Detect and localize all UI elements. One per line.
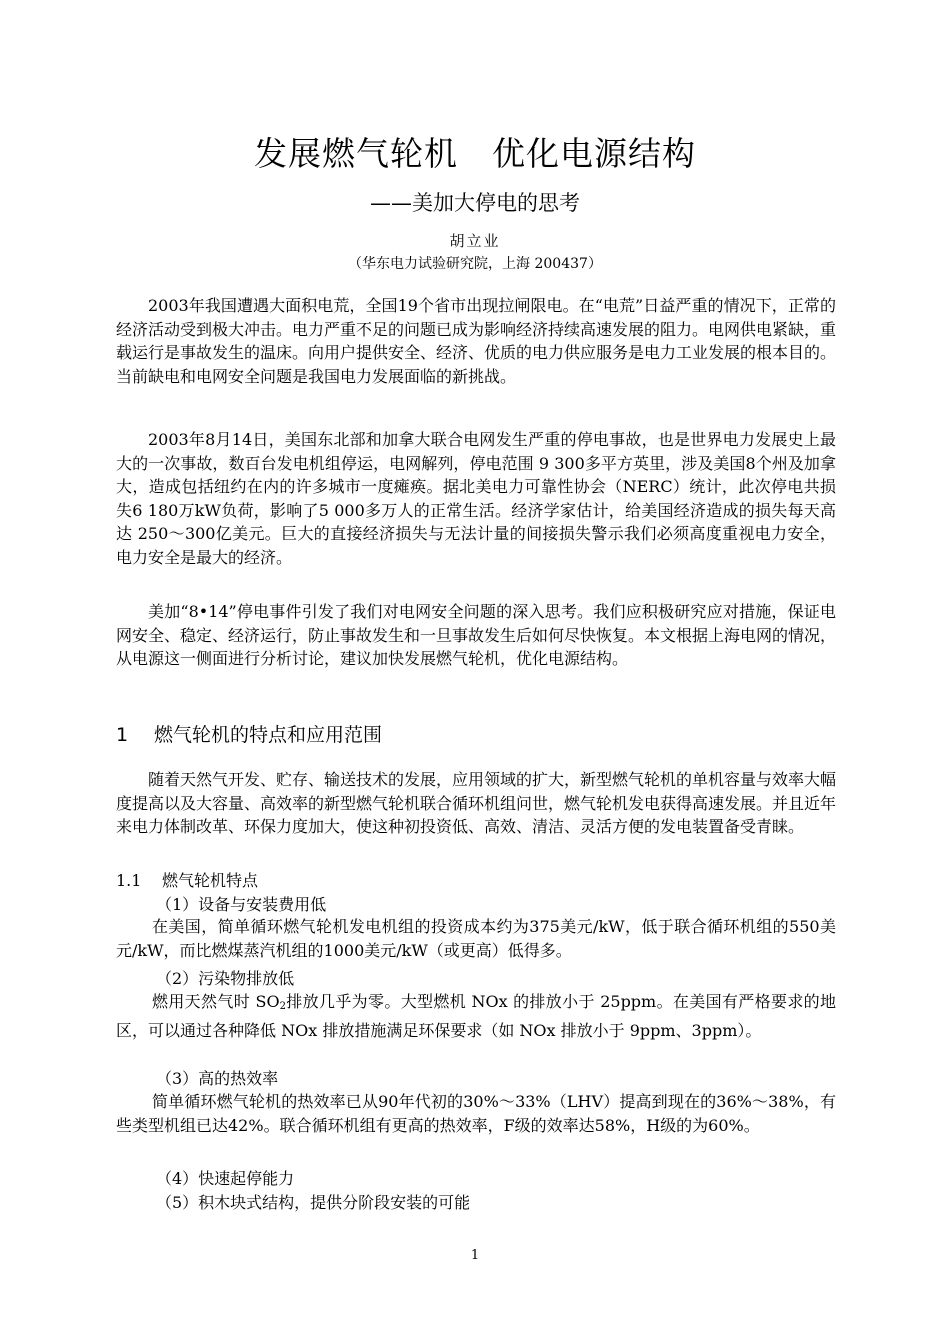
feature-item-4: （4）快速起停能力: [156, 1169, 295, 1188]
section-1-1-number: 1.1: [116, 871, 142, 890]
so2-subscript: 2: [279, 1001, 286, 1012]
document-subtitle: ——美加大停电的思考: [370, 191, 580, 215]
author-name: 胡立业: [449, 232, 501, 250]
feature-item-5: （5）积木块式结构，提供分阶段安装的可能: [156, 1193, 471, 1212]
page-number: 1: [470, 1248, 480, 1263]
section-1-number: 1: [116, 724, 129, 746]
section-1-heading: [116, 720, 382, 747]
document-title: 发展燃气轮机 优化电源结构: [254, 134, 696, 173]
section-1-1-title: 燃气轮机特点: [162, 871, 259, 890]
feature-text-1: 在美国，简单循环燃气轮机发电机组的投资成本约为375美元/kW，低于联合循环机组的550美元/kW，而比燃煤蒸汽机组的1000美元/kW（或更高）低得多。: [116, 917, 836, 960]
author-affiliation: （华东电力试验研究院，上海 200437）: [348, 256, 602, 272]
feature-text-3: 简单循环燃气轮机的热效率已从90年代初的30%～33%（LHV）提高到现在的36%～38%，有些类型机组已达42%。联合循环机组有更高的热效率，F级的效率达58%，H级的为60%。: [116, 1092, 836, 1135]
feature-item-3: （3）高的热效率: [156, 1069, 279, 1088]
feature-text-2-part-a: 燃用天然气时 SO: [152, 992, 280, 1011]
section-1-paragraph: 随着天然气开发、贮存、输送技术的发展，应用领域的扩大，新型燃气轮机的单机容量与效率大幅度提高以及大容量、高效率的新型燃气轮机联合循环机组问世，燃气轮机发电获得高速发展。并且近年来电力体制改革、环保力度加大，使这种初投资低、高效、清洁、灵活方便的发电装置备受青睐。: [116, 770, 837, 836]
feature-text-2: [116, 990, 836, 1042]
intro-paragraph-1: 2003年我国遭遇大面积电荒，全国19个省市出现拉闸限电。在“电荒”日益严重的情况下，正常的经济活动受到极大冲击。电力严重不足的问题已成为影响经济持续高速发展的阻力。电网供电紧缺，重载运行是事故发生的温床。向用户提供安全、经济、优质的电力供应服务是电力工业发展的根本目的。当前缺电和电网安全问题是我国电力发展面临的新挑战。: [116, 296, 837, 386]
intro-paragraph-2: 2003年8月14日，美国东北部和加拿大联合电网发生严重的停电事故，也是世界电力发展史上最大的一次事故，数百台发电机组停运，电网解列，停电范围 9 300多平方英里，涉及美国8个州及加拿大，造成包括纽约在内的许多城市一度瘫痪。据北美电力可靠性协会（NERC）统计，此次停电共损失6 180万kW负荷，影响了5 000多万人的正常生活。经济学家估计，给美国经济造成的损失每天高达 250～300亿美元。巨大的直接经济损失与无法计量的间接损失警示我们必须高度重视电力安全，电力安全是最大的经济。: [116, 430, 836, 567]
section-1-1-heading: [116, 868, 258, 891]
intro-paragraph-3: 美加“8•14”停电事件引发了我们对电网安全问题的深入思考。我们应积极研究应对措施，保证电网安全、稳定、经济运行，防止事故发生和一旦事故发生后如何尽快恢复。本文根据上海电网的情况，从电源这一侧面进行分析讨论，建议加快发展燃气轮机，优化电源结构。: [116, 602, 837, 668]
feature-text-2-part-b: 排放几乎为零。大型燃机 NOx 的排放小于 25ppm。在美国有严格要求的地区，可以通过各种降低 NOx 排放措施满足环保要求（如 NOx 排放小于 9ppm、3ppm）。: [116, 992, 836, 1040]
feature-item-1: （1）设备与安装费用低: [156, 895, 327, 914]
section-1-title: 燃气轮机的特点和应用范围: [154, 724, 383, 746]
feature-item-2: （2）污染物排放低: [156, 969, 295, 988]
